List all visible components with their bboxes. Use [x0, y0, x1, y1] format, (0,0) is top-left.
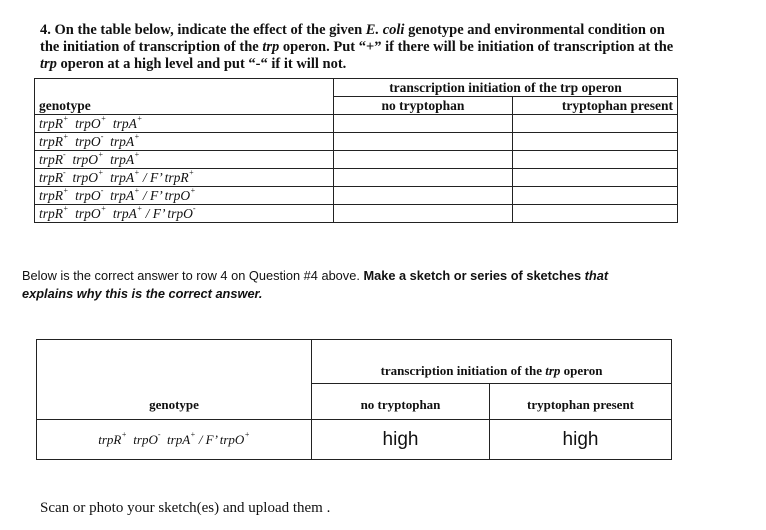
t1-row1-trp-cell[interactable]	[513, 115, 678, 133]
t1-row2-no-trp-cell[interactable]	[334, 133, 513, 151]
question-line3b: operon at a high level and put “-“ if it will not.	[56, 56, 347, 72]
table-row	[35, 115, 678, 133]
t1-row5-trp-cell[interactable]	[513, 187, 678, 205]
t1-col-trp-present: tryptophan present	[513, 97, 678, 115]
t1-row4-genotype: trpR- trpO+ trpA+ / F’ trpR+	[35, 169, 334, 187]
t1-empty-corner	[35, 79, 334, 97]
t1-row3-trp-cell[interactable]	[513, 151, 678, 169]
trp-term-2: trp	[40, 56, 57, 72]
t1-row4-no-trp-cell[interactable]	[334, 169, 513, 187]
intro-part3: that	[584, 268, 609, 283]
t2-col-no-trp: no tryptophan	[312, 384, 490, 420]
t1-row2-genotype: trpR+ trpO- trpA+	[35, 133, 334, 151]
t1-col-genotype: genotype	[35, 97, 334, 115]
question-line2b: operon. Put “+” if there will be initiation of transcription at the	[279, 39, 674, 55]
intro-part2: Make a sketch or series of sketches	[363, 268, 585, 283]
t2-row-trp-present: high	[490, 420, 672, 460]
t1-row4-trp-cell[interactable]	[513, 169, 678, 187]
question-line1a: On the table below, indicate the effect of the given	[54, 22, 366, 38]
t1-row6-no-trp-cell[interactable]	[334, 205, 513, 223]
t1-super-header: transcription initiation of the trp operon	[334, 79, 678, 97]
table-row	[35, 205, 678, 223]
t1-row6-trp-cell[interactable]	[513, 205, 678, 223]
upload-instruction: Scan or photo your sketch(es) and upload them .	[40, 500, 331, 516]
table-row	[35, 187, 678, 205]
t1-row5-genotype: trpR+ trpO- trpA+ / F’ trpO+	[35, 187, 334, 205]
t2-col-genotype: genotype	[37, 384, 312, 420]
t2-row-no-trp: high	[312, 420, 490, 460]
table-row	[35, 169, 678, 187]
trp-term: trp	[262, 39, 280, 55]
table-row	[35, 133, 678, 151]
t1-col-no-trp: no tryptophan	[334, 97, 513, 115]
question-number: 4.	[40, 22, 51, 38]
t1-row2-trp-cell[interactable]	[513, 133, 678, 151]
question-line2a: the initiation of transcription of the	[40, 39, 263, 55]
genotype-table	[34, 78, 678, 223]
t1-row3-genotype: trpR- trpO+ trpA+	[35, 151, 334, 169]
t2-row-genotype: trpR+ trpO- trpA+ / F’ trpO+	[37, 420, 312, 460]
t1-row1-no-trp-cell[interactable]	[334, 115, 513, 133]
t2-empty-corner	[37, 340, 312, 384]
table-row	[37, 420, 672, 460]
intro-text	[22, 267, 722, 303]
t1-row1-genotype: trpR+ trpO+ trpA+	[35, 115, 334, 133]
intro-part1: Below is the correct answer to row 4 on Question #4 above.	[22, 268, 364, 283]
t1-row5-no-trp-cell[interactable]	[334, 187, 513, 205]
table-row	[35, 151, 678, 169]
answer-table	[36, 339, 672, 460]
t2-super-header: transcription initiation of the trp operon	[312, 340, 672, 384]
ecoli-term: E. coli	[365, 22, 405, 38]
t2-col-trp-present: tryptophan present	[490, 384, 672, 420]
t1-row3-no-trp-cell[interactable]	[334, 151, 513, 169]
question-line1b: genotype and environmental condition on	[404, 22, 665, 38]
question-text	[40, 22, 700, 73]
intro-part4: explains why this is the correct answer.	[22, 286, 263, 301]
t1-row6-genotype: trpR+ trpO+ trpA+ / F’ trpO-	[35, 205, 334, 223]
